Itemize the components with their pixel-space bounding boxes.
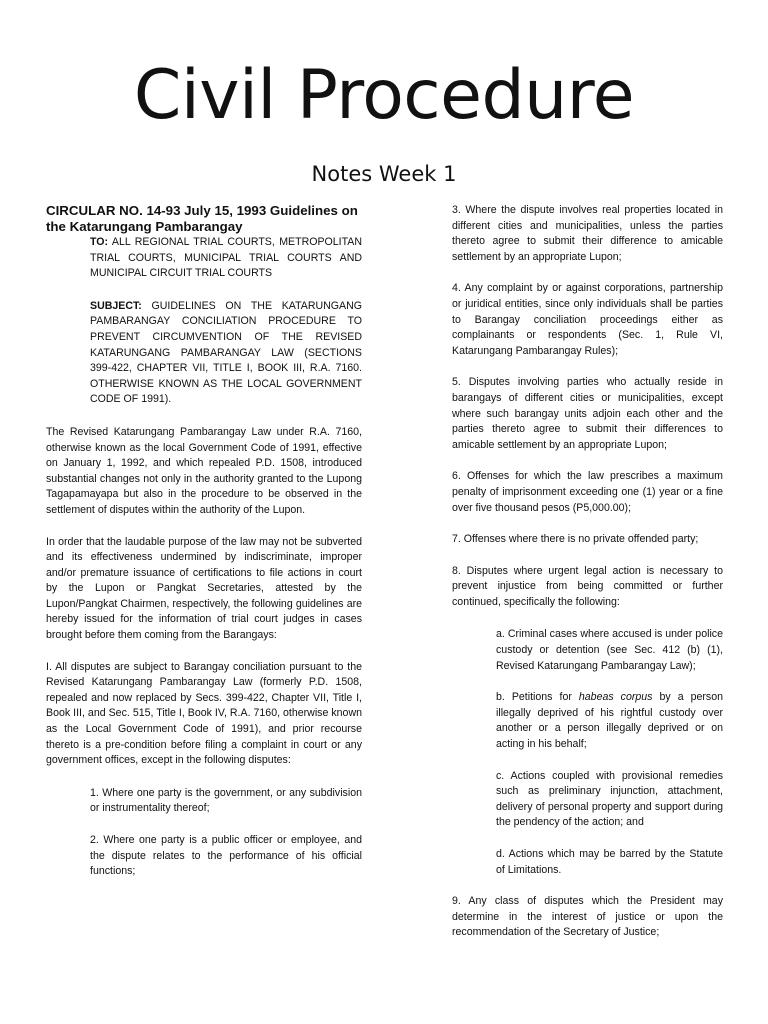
list-item-1: 1. Where one party is the government, or any subdivision or instrumentality thereof;: [90, 786, 362, 815]
sub-item-a: a. Criminal cases where accused is under police custody or detention (see Sec. 412 (b) (1), Revised Katarungang Pambarangay Law);: [496, 628, 723, 672]
sub-item-b-pre: b. Petitions for: [496, 691, 579, 704]
sub-item-c: c. Actions coupled with provisional remedies such as preliminary injunction, attachment, delivery of personal property and support during the pendency of the action; and: [496, 769, 723, 829]
list-item-3: 3. Where the dispute involves real properties located in different cities and municipalities, unless the parties thereto agree to submit their difference to amicable settlement by an appropriate Lupon;: [452, 204, 723, 263]
list-item-9: 9. Any class of disputes which the President may determine in the interest of justice or upon the recommendation of the Secretary of Justice;: [452, 895, 723, 939]
sub-item-b: [496, 690, 723, 752]
memo-subject-label: SUBJECT:: [90, 299, 142, 312]
sub-item-d: d. Actions which may be barred by the Statute of Limitations.: [496, 848, 723, 876]
list-item-2: 2. Where one party is a public officer or employee, and the dispute relates to the performance of his official functions;: [90, 834, 362, 878]
left-column: [46, 203, 362, 880]
sub-item-b-post: by a person illegally deprived of his rightful custody over another or a person illegally deprived or on acting in his behalf;: [496, 691, 723, 751]
paragraph-rule-one: I. All disputes are subject to Barangay conciliation pursuant to the Revised Katarungang Pambarangay Law (formerly P.D. 1508, repealed and now replaced by Secs. 399-422, Chapter VII, Title I, Book III, and Sec. 515, Title I, Book IV, R.A. 7160, otherwise known as the Local Government Code of 1991), and prior recourse thereto is a pre-condition before filing a complaint in court or any government offices, except in the following disputes:: [46, 660, 362, 767]
list-item-8: 8. Disputes where urgent legal action is necessary to prevent injustice from being committed or further continued, specifically the following:: [452, 564, 723, 608]
memo-to: [90, 235, 362, 282]
sub-item-b-em: habeas corpus: [578, 691, 653, 704]
list-item-5: 5. Disputes involving parties who actually reside in barangays of different cities or municipalities, except where such barangay units adjoin each other and the parties thereto agree to submit their differences to amicable settlement by an appropriate Lupon;: [452, 376, 723, 451]
memo-to-text: ALL REGIONAL TRIAL COURTS, METROPOLITAN TRIAL COURTS, MUNICIPAL TRIAL COURTS AND MUNICIPAL CIRCUIT TRIAL COURTS: [90, 236, 363, 280]
memo-to-label: TO:: [90, 236, 109, 248]
list-item-6: 6. Offenses for which the law prescribes a maximum penalty of imprisonment exceeding one (1) year or a fine over five thousand pesos (P5,000.00);: [452, 470, 723, 514]
memo-subject: [90, 299, 362, 408]
list-item-7: 7. Offenses where there is no private offended party;: [452, 533, 699, 546]
document-subtitle: Notes Week 1: [311, 162, 457, 186]
document-title: Civil Procedure: [133, 56, 635, 135]
right-column: [452, 203, 723, 941]
list-item-4: 4. Any complaint by or against corporations, partnership or juridical entities, since only individuals shall be parties to Barangay conciliation proceedings either as complainants or respondents (Sec. 1, Rule VI, Katarungang Pambarangay Rules);: [452, 282, 723, 357]
circular-heading: CIRCULAR NO. 14-93 July 15, 1993 Guidelines on the Katarungang Pambarangay: [46, 203, 358, 234]
paragraph-intro: The Revised Katarungang Pambarangay Law under R.A. 7160, otherwise known as the local Government Code of 1991, effective on January 1, 1992, and which repealed P.D. 1508, introduced substantial changes not only in the authority granted to the Lupong Tagapamayapa but also in the procedure to be observed in the settlement of disputes within the authority of the Lupon.: [46, 425, 362, 516]
memo-subject-text: GUIDELINES ON THE KATARUNGANG PAMBARANGAY CONCILIATION PROCEDURE TO PREVENT CIRCUMVENTION OF THE REVISED KATARUNGANG PAMBARANGAY LAW (SECTIONS 399-422, CHAPTER VII, TITLE I, BOOK III, R.A. 7160. OTHERWISE KNOWN AS THE LOCAL GOVERNMENT CODE OF 1991).: [90, 299, 362, 406]
paragraph-purpose: In order that the laudable purpose of the law may not be subverted and its effectiveness undermined by indiscriminate, improper and/or premature issuance of certifications to file actions in court by the Lupon or Pangkat Secretaries, attested by the Lupon/Pangkat Chairmen, respectively, the following guidelines are hereby issued for the information of trial court judges in cases brought before them coming from the Barangays:: [46, 535, 362, 642]
